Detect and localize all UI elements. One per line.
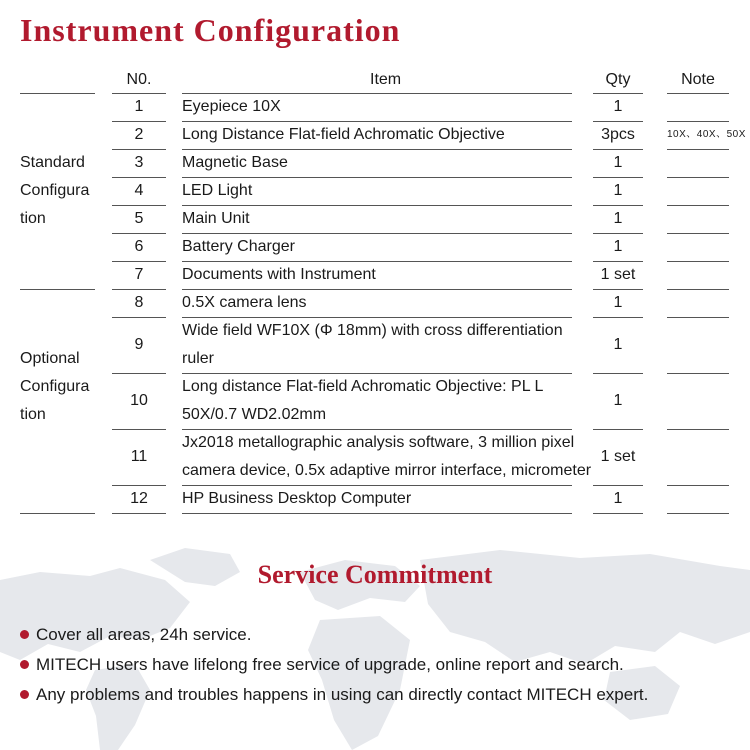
row-qty: 1: [613, 98, 623, 115]
item-line: Jx2018 metallographic analysis software, 3 million pixel: [182, 434, 575, 451]
item-line: 0.5X camera lens: [182, 294, 307, 311]
row-item: [182, 289, 307, 317]
row-item: [182, 261, 376, 289]
item-line: Magnetic Base: [182, 154, 288, 171]
row-number: 12: [130, 490, 148, 507]
row-note: [667, 93, 729, 121]
group-label-standard: Standard Configura tion: [20, 154, 90, 227]
row-item: [182, 429, 591, 485]
header-item: Item: [370, 71, 402, 88]
service-item: Any problems and troubles happens in using can directly contact MITECH expert.: [20, 684, 648, 706]
row-item: [182, 121, 505, 149]
item-line: camera device, 0.5x adaptive mirror interface, micrometer: [182, 462, 592, 479]
row-item: [182, 373, 543, 429]
row-qty: 1: [613, 182, 623, 199]
group-divider: [20, 93, 95, 94]
row-number: 9: [134, 336, 144, 353]
row-number: 7: [134, 266, 144, 283]
group-divider: [20, 513, 95, 514]
row-divider: [667, 513, 729, 514]
item-line: ruler: [182, 350, 215, 367]
row-note: 10X、40X、50X: [667, 129, 746, 140]
item-line: Battery Charger: [182, 238, 295, 255]
row-note: [667, 233, 729, 261]
row-note: [667, 317, 729, 373]
row-item: [182, 317, 563, 373]
row-note: [667, 177, 729, 205]
header-note: Note: [681, 71, 715, 88]
item-line: 50X/0.7 WD2.02mm: [182, 406, 327, 423]
bullet-dot-icon: [20, 630, 29, 639]
row-divider: [182, 513, 572, 514]
row-qty: 1: [613, 210, 623, 227]
item-line: Main Unit: [182, 210, 250, 227]
row-item: [182, 233, 295, 261]
row-qty: 1: [613, 392, 623, 409]
service-item: Cover all areas, 24h service.: [20, 624, 251, 646]
row-number: 8: [134, 294, 144, 311]
page-title: Instrument Configuration: [20, 12, 401, 48]
item-line: LED Light: [182, 182, 253, 199]
row-note: [667, 261, 729, 289]
row-number: 2: [134, 126, 144, 143]
row-number: 11: [130, 448, 148, 465]
row-qty: 3pcs: [601, 126, 635, 143]
service-title: Service Commitment: [257, 560, 493, 589]
row-qty: 1: [613, 294, 623, 311]
service-item: MITECH users have lifelong free service of upgrade, online report and search.: [20, 654, 624, 676]
row-number: 6: [134, 238, 144, 255]
header-no: N0.: [126, 71, 152, 88]
row-qty: 1: [613, 336, 623, 353]
item-line: Documents with Instrument: [182, 266, 376, 283]
header-qty: Qty: [605, 71, 631, 88]
row-qty: 1: [613, 238, 623, 255]
row-item: [182, 93, 281, 121]
bullet-dot-icon: [20, 690, 29, 699]
group-label-optional: Optional Configura tion: [20, 350, 90, 423]
row-note: [667, 205, 729, 233]
row-qty: 1 set: [600, 448, 636, 465]
row-item: [182, 149, 288, 177]
group-divider: [20, 289, 95, 290]
item-line: Wide field WF10X (Φ 18mm) with cross differentiation: [182, 322, 563, 339]
row-note: [667, 289, 729, 317]
row-divider: [112, 513, 166, 514]
row-item: [182, 485, 411, 513]
item-line: Eyepiece 10X: [182, 98, 281, 115]
row-number: 4: [134, 182, 144, 199]
item-line: Long Distance Flat-field Achromatic Objective: [182, 126, 505, 143]
row-qty: 1: [613, 154, 623, 171]
row-divider: [593, 513, 643, 514]
row-number: 1: [134, 98, 144, 115]
row-item: [182, 205, 250, 233]
row-number: 5: [134, 210, 144, 227]
row-item: [182, 177, 252, 205]
row-note: [667, 485, 729, 513]
row-note: [667, 429, 729, 485]
bullet-dot-icon: [20, 660, 29, 669]
row-qty: 1: [613, 490, 623, 507]
row-note: [667, 373, 729, 429]
item-line: HP Business Desktop Computer: [182, 490, 412, 507]
row-qty: 1 set: [600, 266, 636, 283]
row-note: [667, 149, 729, 177]
item-line: Long distance Flat-field Achromatic Objective: PL L: [182, 378, 544, 395]
row-number: 10: [130, 392, 148, 409]
row-number: 3: [134, 154, 144, 171]
